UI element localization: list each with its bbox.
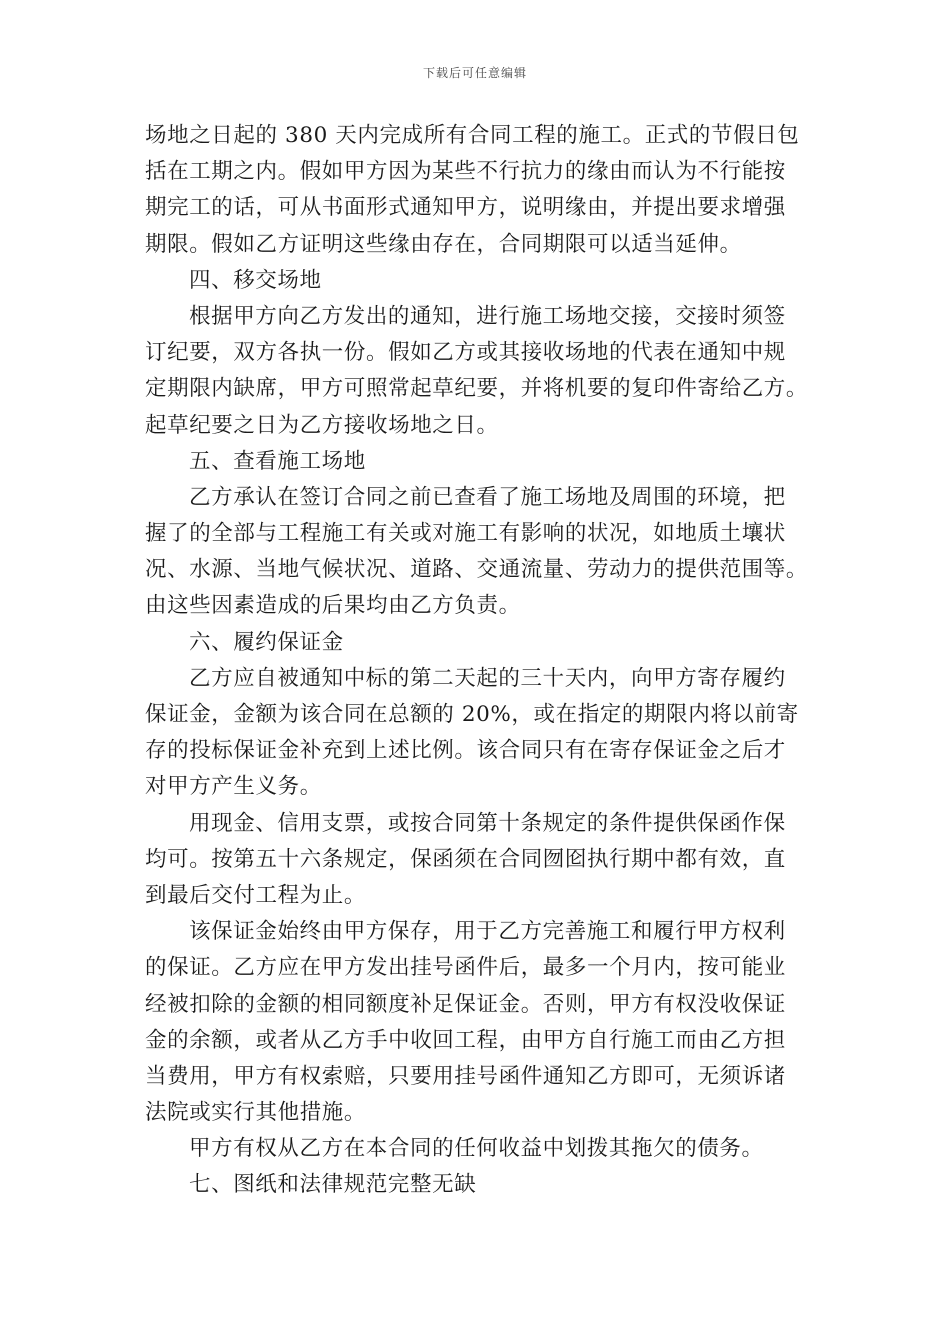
document-line: 期完工的话，可从书面形式通知甲方，说明缘由，并提出要求增强 — [145, 195, 786, 221]
document-line: 定期限内缺席，甲方可照常起草纪要，并将机要的复印件寄给乙方。 — [145, 376, 809, 402]
document-line: 经被扣除的金额的相同额度补足保证金。否则，甲方有权没收保证 — [145, 991, 786, 1017]
document-line: 五、查看施工场地 — [189, 448, 366, 474]
document-line: 到最后交付工程为止。 — [145, 882, 367, 908]
document-line: 七、图纸和法律规范完整无缺 — [189, 1172, 477, 1198]
document-line: 况、水源、当地气候状况、道路、交通流量、劳动力的提供范围等。 — [145, 557, 809, 583]
document-line: 由这些因素造成的后果均由乙方负责。 — [145, 593, 521, 619]
document-body — [145, 118, 825, 1204]
document-line: 订纪要，双方各执一份。假如乙方或其接收场地的代表在通知中规 — [145, 340, 786, 366]
document-line: 当费用，甲方有权索赔，只要用挂号函件通知乙方即可，无须诉诸 — [145, 1063, 786, 1089]
document-line: 金的余额，或者从乙方手中收回工程，由甲方自行施工而由乙方担 — [145, 1027, 786, 1053]
document-line: 乙方应自被通知中标的第二天起的三十天内，向甲方寄存履约 — [189, 665, 786, 691]
page-header-note: 下载后可任意编辑 — [422, 66, 527, 80]
document-line: 六、履约保证金 — [189, 629, 344, 655]
document-line: 均可。按第五十六条规定，保函须在合同囫囵执行期中都有效，直 — [145, 846, 786, 872]
document-line: 甲方有权从乙方在本合同的任何收益中划拨其拖欠的债务。 — [189, 1136, 764, 1162]
document-line: 四、移交场地 — [189, 267, 322, 293]
document-line: 场地之日起的 380 天内完成所有合同工程的施工。正式的节假日包 — [145, 123, 800, 148]
document-line: 根据甲方向乙方发出的通知，进行施工场地交接，交接时须签 — [189, 303, 786, 329]
document-line: 对甲方产生义务。 — [145, 774, 322, 800]
document-line: 乙方承认在签订合同之前已查看了施工场地及周围的环境，把 — [189, 484, 786, 510]
document-line: 起草纪要之日为乙方接收场地之日。 — [145, 412, 499, 438]
document-line: 存的投标保证金补充到上述比例。该合同只有在寄存保证金之后才 — [145, 738, 786, 764]
document-line: 该保证金始终由甲方保存，用于乙方完善施工和履行甲方权利 — [189, 919, 786, 945]
document-line: 法院或实行其他措施。 — [145, 1100, 367, 1126]
document-line: 握了的全部与工程施工有关或对施工有影响的状况，如地质土壤状 — [145, 521, 786, 547]
document-line: 的保证。乙方应在甲方发出挂号函件后，最多一个月内，按可能业 — [145, 955, 786, 981]
document-line: 用现金、信用支票，或按合同第十条规定的条件提供保函作保 — [189, 810, 786, 836]
document-line: 括在工期之内。假如甲方因为某些不行抗力的缘由而认为不行能按 — [145, 159, 786, 185]
document-line: 保证金，金额为该合同在总额的 20%，或在指定的期限内将以前寄 — [145, 702, 799, 727]
document-line: 期限。假如乙方证明这些缘由存在，合同期限可以适当延伸。 — [145, 231, 742, 257]
